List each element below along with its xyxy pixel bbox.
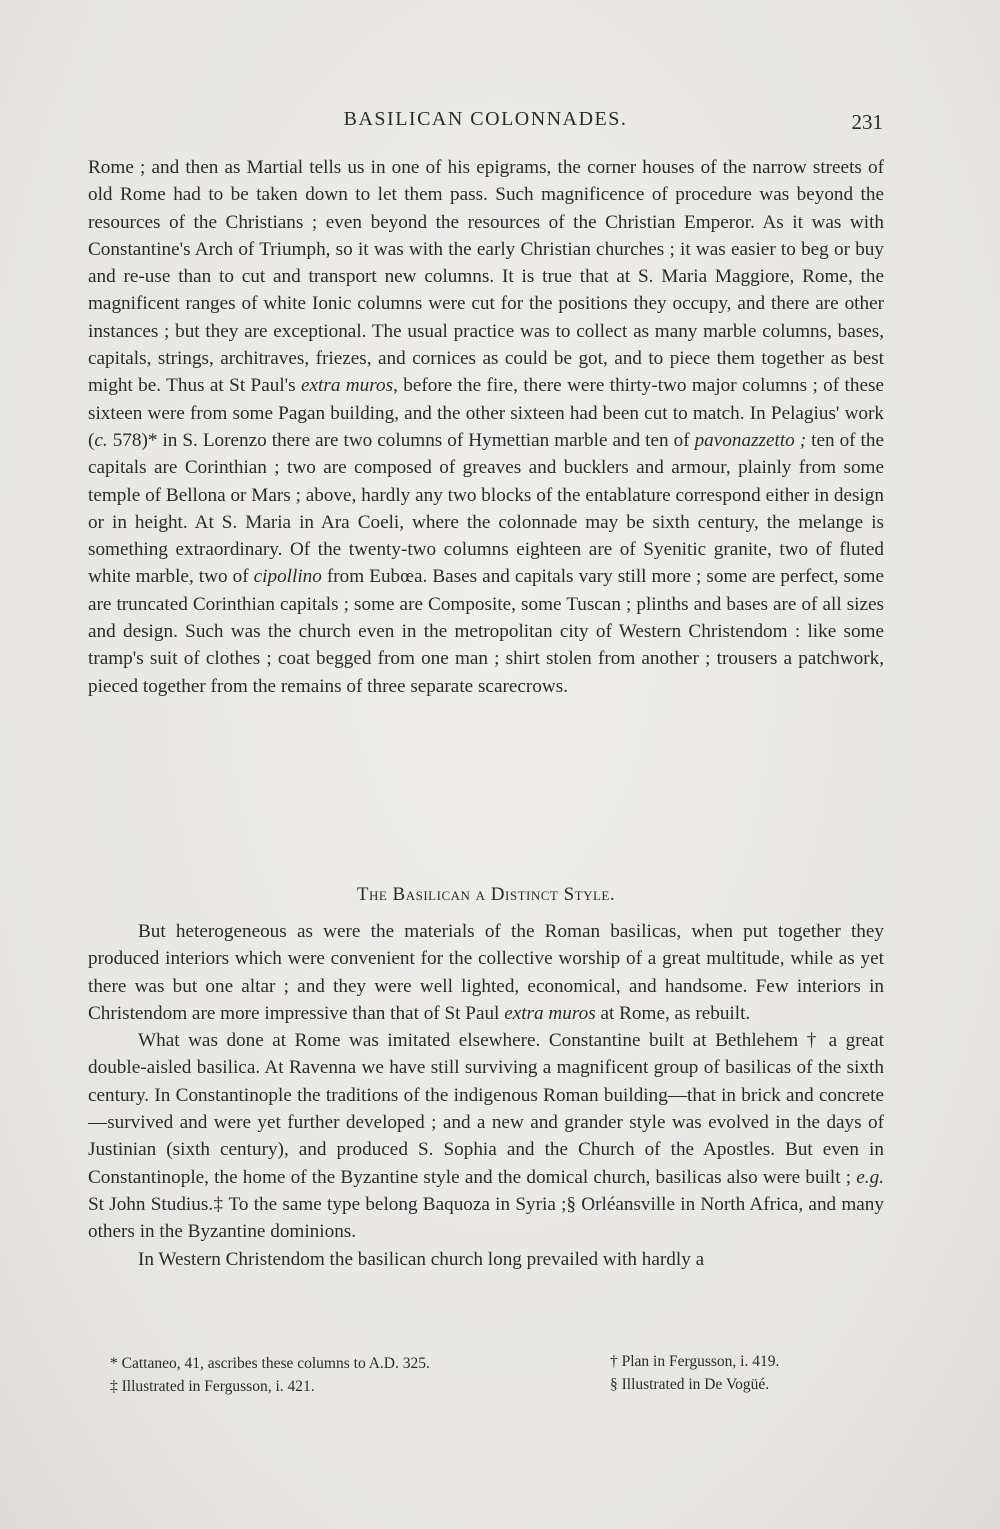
footnote-section: § Illustrated in De Vogüé. <box>610 1376 770 1393</box>
paragraph-2: But heterogeneous as were the materials of the Roman basilicas, when put together they produced interiors which were convenient for the collective worship of a great multitude, while as yet there was but one altar ; and they were well lighted, economical, and handsome. Few interiors in Christendom are more impressive than that of St Paul extra muros at Rome, as rebuilt. <box>88 921 884 1024</box>
page-number: 231 <box>851 110 883 134</box>
footnotes <box>110 1352 890 1412</box>
footnote-dagger: † Plan in Fergusson, i. 419. <box>610 1353 780 1370</box>
body-text-top <box>88 154 884 700</box>
page-header <box>88 108 883 138</box>
body-text-bottom <box>88 918 884 1273</box>
paragraph-3: What was done at Rome was imitated elsewhere. Constantine built at Bethlehem † a great double-aisled basilica. At Ravenna we have still surviving a magnificent group of basilicas of the sixth century. In Constantinople the traditions of the indigenous Roman building—that in brick and concrete—survived and were yet further developed ; and a new and grander style was evolved in the days of Justinian (sixth century), and produced S. Sophia and the Church of the Apostles. But even in Constantinople, the home of the Byzantine style and the domical church, basilicas also were built ; e.g. St John Studius.‡ To the same type belong Baquoza in Syria ;§ Orléansville in North Africa, and many others in the Byzantine dominions. <box>88 1030 884 1243</box>
running-title: BASILICAN COLONNADES. <box>343 108 628 130</box>
footnote-double-dagger: ‡ Illustrated in Fergusson, i. 421. <box>110 1378 315 1395</box>
paragraph-1: Rome ; and then as Martial tells us in one of his epigrams, the corner houses of the narrow streets of old Rome had to be taken down to let them pass. Such magnificence of procedure was beyond the resources of the Christians ; even beyond the resources of the Christian Emperor. As it was with Constantine's Arch of Triumph, so it was with the early Christian churches ; it was easier to beg or buy and re-use than to cut and transport new columns. It is true that at S. Maria Maggiore, Rome, the magnificent ranges of white Ionic columns were cut for the positions they occupy, and there are other instances ; but they are exceptional. The usual practice was to collect as many marble columns, bases, capitals, strings, architraves, friezes, and cornices as could be got, and to piece them together as best might be. Thus at St Paul's extra muros, before the fire, there were thirty-two major columns ; of these sixteen were from some Pagan building, and the other sixteen had been cut to match. In Pelagius' work (c. 578)* in S. Lorenzo there are two columns of Hymettian marble and ten of pavonazzetto ; ten of the capitals are Corinthian ; two are composed of greaves and bucklers and armour, plainly from some temple of Bellona or Mars ; above, hardly any two blocks of the entablature correspond either in design or in height. At S. Maria in Ara Coeli, where the colonnade may be sixth century, the melange is something extraordinary. Of the twenty-two columns eighteen are of Syenitic granite, two of fluted white marble, two of cipollino from Eubœa. Bases and capitals vary still more ; some are perfect, some are truncated Corinthian capitals ; some are Composite, some Tuscan ; plinths and bases are of all sizes and design. Such was the church even in the metropolitan city of Western Christendom : like some tramp's suit of clothes ; coat begged from one man ; shirt stolen from another ; trousers a patchwork, pieced together from the remains of three separate scarecrows. <box>88 157 884 697</box>
section-heading: The Basilican a Distinct Style. <box>356 884 616 905</box>
paragraph-4: In Western Christendom the basilican church long prevailed with hardly a <box>138 1248 705 1270</box>
footnote-asterisk: * Cattaneo, 41, ascribes these columns to A.D. 325. <box>110 1355 430 1372</box>
